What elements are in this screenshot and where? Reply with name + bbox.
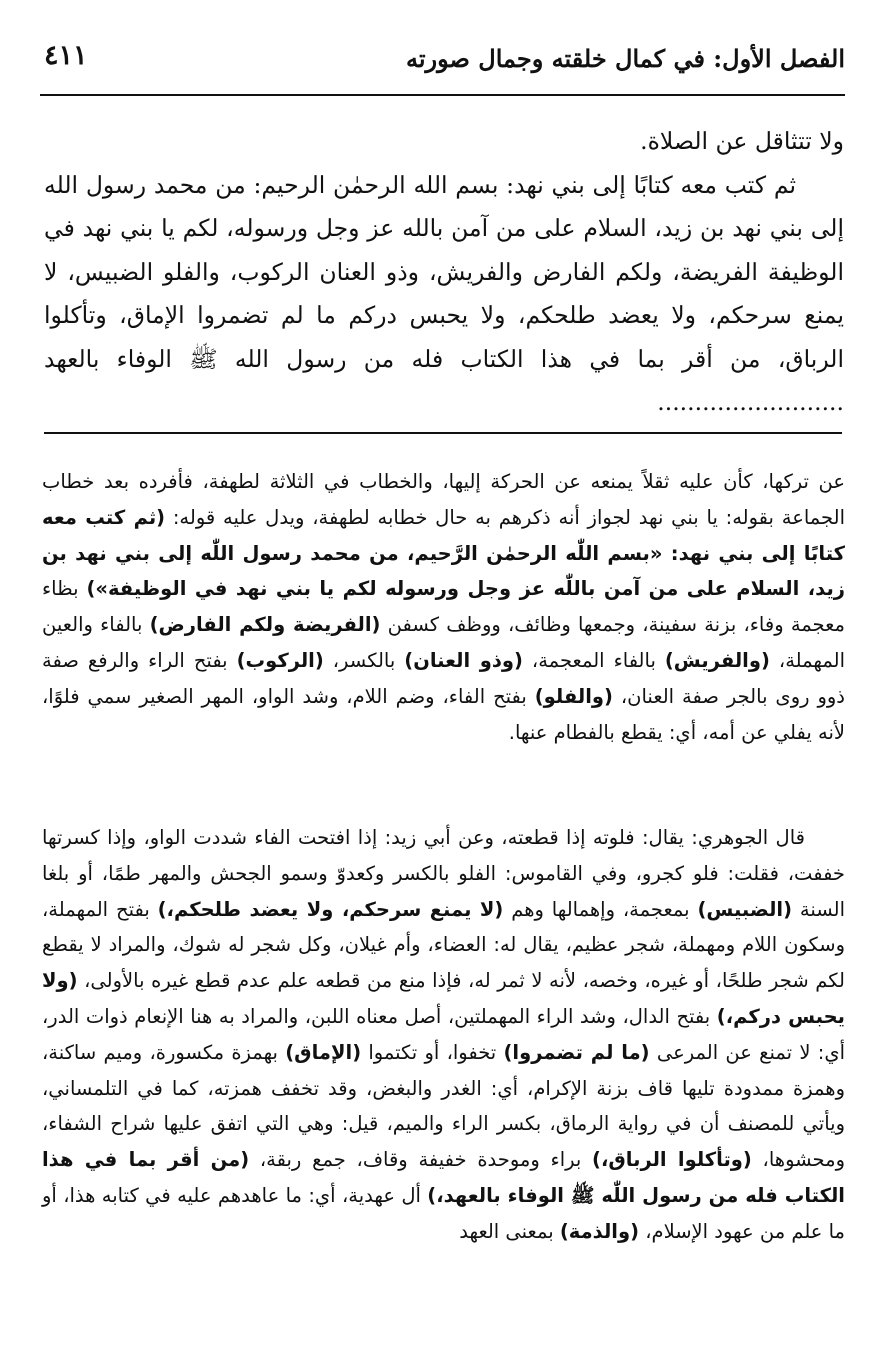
commentary-quote: (من أقر بما في هذا الكتاب فله من رسول اللّٰه ﷺ الوفاء بالعهد،) (42, 1148, 845, 1207)
commentary-text: بهمزة مكسورة، وميم ساكنة، وهمزة ممدودة تليها قاف بزنة الإكرام، أي: الغدر والبغض، وقد تخفف همزته، كما في التلمساني، ويأتي للمصنف أن في رواية الرماق، بكسر الراء والميم، قيل: وهي التي اتفق عليها شراح الشفاء، ومحشوها، (42, 1040, 845, 1172)
commentary-quote: (ولا يحبس دركم،) (42, 969, 846, 1028)
commentary-text: بفتح المهملة، وسكون اللام ومهملة، شجر عظيم، يقال له: العضاء، وأم غيلان، وكل شجر له شوك، والمراد لا يقطع لكم شجر طلحًا، أو غيره، وخصه، لأنه لا ثمر له، فإذا منع من قطعه علم عدم قطع غيره بالأولى، (42, 897, 845, 993)
page-number: ٤١١ (44, 40, 88, 71)
commentary-paragraph (42, 464, 845, 750)
commentary-quote: (وتأكلوا الرباق،) (592, 1148, 752, 1172)
commentary-text: بظاء معجمة وفاء، بزنة سفينة، وجمعها وظائف، ووظف كسفن (42, 577, 845, 637)
commentary-text: قال الجوهري: يقال: فلوته إذا قطعته، وعن أبي زيد: إذا افتحت الفاء شددت الواو، وإذا كسرتها خففت، فقلت: فلو كجرو، وفي القاموس: الفلو بالكسر وكعدوّ وسمو الجحش والمهر طمًا، أو بلغا السنة (42, 826, 845, 921)
commentary-text: بالفاء المعجمة، (522, 648, 665, 672)
commentary-text: بفتح الدال، وشد الراء المهملتين، أصل معناه اللبن، والمراد به هنا الإنعام ذوات الدر، أي: لا تمنع عن المرعى (42, 1004, 845, 1064)
main-text-opening: ولا تتثاقل عن الصلاة. (640, 127, 844, 155)
main-text (44, 120, 844, 425)
commentary-quote: (والذمة) (559, 1219, 639, 1243)
commentary-quote: (لا يمنع سرحكم، ولا يعضد طلحكم،) (157, 897, 504, 921)
main-text-paragraph (44, 164, 844, 425)
commentary-quote: (الفريضة ولكم الفارض) (149, 613, 381, 637)
commentary-quote: (والفريش) (664, 648, 770, 672)
commentary-text: بفتح الفاء، وضم اللام، وشد الواو، المهر الصغير سمي فلوًا، لأنه يفلي عن أمه، أي: يقطع بالفطام عنها. (42, 684, 845, 744)
commentary-text: بفتح الراء والرفع صفة ذوو روى بالجر صفة العنان، (42, 648, 845, 708)
ellipsis: ......................... (657, 388, 844, 416)
commentary-block (42, 820, 845, 1250)
commentary-text: بالكسر، (323, 648, 405, 672)
commentary-quote: (الضبيس) (697, 897, 793, 921)
main-text-line (44, 120, 844, 164)
commentary-text: أل عهدية، أي: ما عاهدهم عليه في كتابه هذا، أو ما علم من عهود الإسلام، (42, 1183, 845, 1243)
commentary-text: بالفاء والعين المهملة، (42, 613, 846, 672)
commentary-quote: (ما لم تضمروا) (503, 1040, 650, 1064)
commentary-block (42, 464, 845, 750)
commentary-quote: (الركوب) (236, 648, 324, 672)
commentary-text: براء وموحدة خفيفة وقاف، جمع ربقة، (249, 1148, 593, 1172)
commentary-quote: (الإماق) (285, 1040, 362, 1064)
commentary-paragraph (42, 820, 845, 1250)
commentary-quote: (والفلو) (534, 684, 613, 708)
commentary-text: بمعجمة، وإهمالها وهم (503, 897, 698, 921)
commentary-text: عن تركها، كأن عليه ثقلاً يمنعه عن الحركة إليها، والخطاب في الثلاثة لطهفة، فأفرده بعد خطاب الجماعة بقوله: يا بني نهد لجواز أنه ذكرهم به حال خطابه لطهفة، ويدل عليه قوله: (42, 470, 845, 529)
commentary-quote: (ثم كتب معه كتابًا إلى بني نهد: «بسم اللّٰه الرحمٰن الرَّحيم، من محمد رسول اللّٰه إلى بني نهد بن زيد، السلام على من آمن باللّٰه عز وجل ورسوله لكم يا بني نهد في الوظيفة») (42, 505, 845, 601)
footnote-separator (44, 432, 842, 434)
commentary-quote: (وذو العنان) (404, 648, 523, 672)
commentary-text: تخفوا، أو تكتموا (361, 1040, 504, 1064)
chapter-title: الفصل الأول: في كمال خلقته وجمال صورته (405, 44, 845, 73)
commentary-text: بمعنى العهد (459, 1219, 560, 1243)
running-header (40, 38, 845, 96)
main-text-letter: ثم كتب معه كتابًا إلى بني نهد: بسم الله الرحمٰن الرحيم: من محمد رسول الله إلى بني نهد بن زيد، السلام على من آمن بالله عز وجل ورسوله، لكم يا بني نهد في الوظيفة الفريضة، ولكم الفارض والفريش، وذو العنان الركوب، والفلو الضبيس، لا يمنع سرحكم، ولا يعضد طلحكم، ولا يحبس دركم ما لم تضمروا الإماق، وتأكلوا الرباق، من أقر بما في هذا الكتاب فله من رسول الله ﷺ الوفاء بالعهد (44, 170, 844, 373)
